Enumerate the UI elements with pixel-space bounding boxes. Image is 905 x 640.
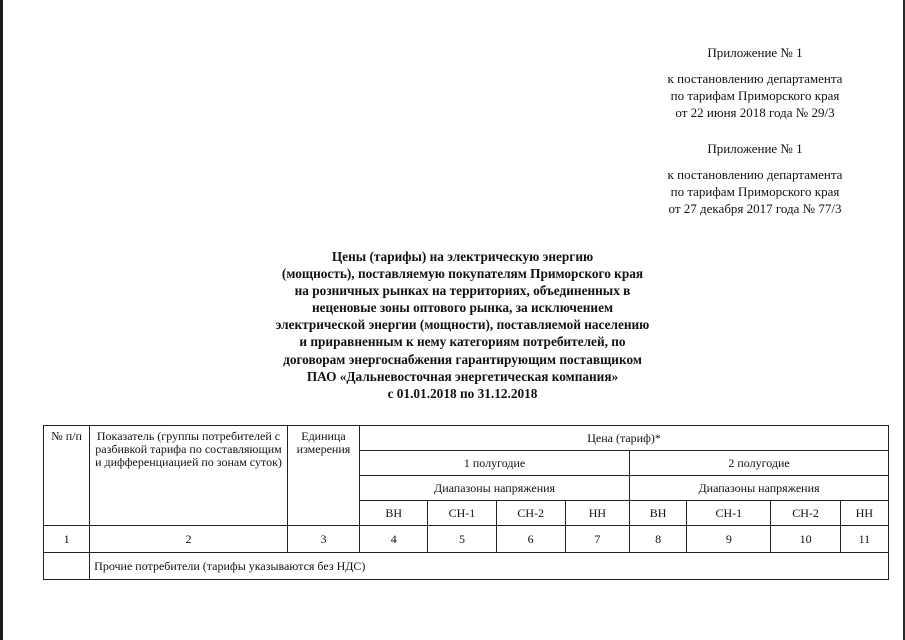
column-number-row bbox=[44, 526, 889, 553]
title-line: с 01.01.2018 по 31.12.2018 bbox=[387, 385, 538, 401]
title-line: договорам энергоснабжения гарантирующим поставщиком bbox=[283, 351, 642, 367]
header-price: Цена (тариф)* bbox=[360, 426, 889, 451]
header-indicator: Показатель (группы потребителей с разбивкой тарифа по составляющим и дифференциацией по зонам суток) bbox=[90, 426, 288, 526]
document-title bbox=[200, 248, 725, 402]
voltage-sn1-h2: СН-1 bbox=[687, 501, 771, 526]
column-number: 4 bbox=[360, 526, 428, 553]
column-number: 8 bbox=[630, 526, 687, 553]
column-number: 9 bbox=[687, 526, 771, 553]
tariff-table bbox=[43, 425, 889, 580]
header-number: № п/п bbox=[44, 426, 90, 526]
header-row-1 bbox=[44, 426, 889, 451]
appendix-block-2 bbox=[640, 140, 870, 217]
appendix-1-line-3: от 22 июня 2018 года № 29/3 bbox=[675, 105, 835, 120]
title-line: Цены (тарифы) на электрическую энергию bbox=[331, 249, 594, 264]
column-number: 10 bbox=[771, 526, 840, 553]
appendix-2-title: Приложение № 1 bbox=[707, 141, 803, 156]
appendix-2-line-1: к постановлению департамента bbox=[667, 167, 843, 182]
voltage-vn-h1: ВН bbox=[360, 501, 428, 526]
header-voltage-ranges-2: Диапазоны напряжения bbox=[630, 476, 889, 501]
appendix-1-title: Приложение № 1 bbox=[707, 45, 803, 60]
column-number: 1 bbox=[44, 526, 90, 553]
header-half-2: 2 полугодие bbox=[630, 451, 889, 476]
section-row-number bbox=[44, 553, 90, 580]
header-voltage-ranges-1: Диапазоны напряжения bbox=[360, 476, 630, 501]
column-number: 5 bbox=[428, 526, 496, 553]
voltage-nn-h2: НН bbox=[840, 501, 888, 526]
title-line: электрической энергии (мощности), поставляемой населению bbox=[275, 317, 650, 333]
section-row-label: Прочие потребители (тарифы указываются без НДС) bbox=[90, 553, 889, 580]
voltage-sn2-h2: СН-2 bbox=[771, 501, 840, 526]
appendix-2-line-3: от 27 декабря 2017 года № 77/3 bbox=[668, 201, 842, 216]
appendix-2-line-2: по тарифам Приморского края bbox=[670, 184, 840, 199]
voltage-sn1-h1: СН-1 bbox=[428, 501, 496, 526]
voltage-nn-h1: НН bbox=[565, 501, 629, 526]
column-number: 11 bbox=[840, 526, 888, 553]
column-number: 6 bbox=[496, 526, 565, 553]
title-line: и приравненным к нему категориям потребителей, по bbox=[299, 334, 626, 350]
appendix-1-line-2: по тарифам Приморского края bbox=[670, 88, 840, 103]
header-unit: Единица измерения bbox=[287, 426, 359, 526]
column-number: 7 bbox=[565, 526, 629, 553]
title-line: неценовые зоны оптового рынка, за исключением bbox=[311, 300, 614, 316]
header-half-1: 1 полугодие bbox=[360, 451, 630, 476]
title-line: на розничных рынках на территориях, объединенных в bbox=[294, 283, 631, 299]
column-number: 3 bbox=[287, 526, 359, 553]
voltage-sn2-h1: СН-2 bbox=[496, 501, 565, 526]
scan-border-left bbox=[0, 0, 3, 640]
title-line: ПАО «Дальневосточная энергетическая компания» bbox=[306, 368, 619, 384]
appendix-block-1 bbox=[640, 44, 870, 121]
section-row bbox=[44, 553, 889, 580]
column-number: 2 bbox=[90, 526, 288, 553]
appendix-1-line-1: к постановлению департамента bbox=[667, 71, 843, 86]
voltage-vn-h2: ВН bbox=[630, 501, 687, 526]
title-line: (мощность), поставляемую покупателям Приморского края bbox=[281, 266, 644, 282]
